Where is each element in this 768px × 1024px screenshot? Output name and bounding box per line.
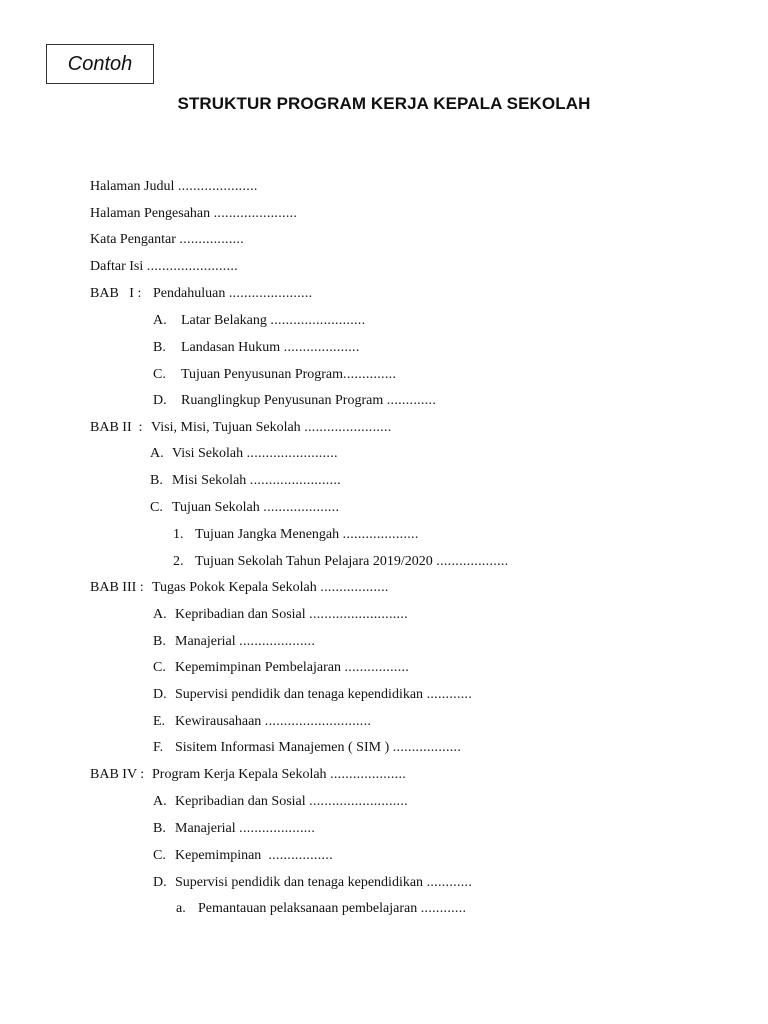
toc-row-marker: B. — [150, 473, 163, 488]
toc-row-text: Halaman Pengesahan — [90, 206, 211, 221]
toc-row-dots: ............ — [420, 901, 467, 916]
toc-row-text: Kepemimpinan Pembelajaran — [175, 660, 341, 675]
toc-row-text: Kepribadian dan Sosial — [175, 794, 306, 809]
toc-row-text: Landasan Hukum — [181, 340, 281, 355]
toc-row-marker: A. — [153, 794, 167, 809]
toc-row-dots: .................... — [239, 821, 316, 836]
toc-row-dots: ........................ — [249, 473, 341, 488]
toc-row-dots: ..................... — [177, 179, 258, 194]
toc-row-dots: ............. — [386, 393, 437, 408]
toc-row-text: Kata Pengantar — [90, 232, 176, 247]
toc-row-dots: ............ — [426, 687, 473, 702]
toc-row-text: Tujuan Penyusunan Program — [181, 367, 344, 382]
toc-row-text: Ruanglingkup Penyusunan Program — [181, 393, 384, 408]
toc-row-marker: BAB IV : — [90, 767, 145, 782]
toc-row-dots: .............. — [343, 367, 397, 382]
contoh-label: Contoh — [67, 52, 133, 75]
toc-row-dots: .................... — [342, 527, 419, 542]
toc-row-marker: F. — [153, 740, 164, 755]
toc-row-dots: .................... — [239, 634, 316, 649]
toc-row-text: Sisitem Informasi Manajemen ( SIM ) — [175, 740, 390, 755]
toc-row-dots: .................... — [330, 767, 407, 782]
toc-row-text: Pemantauan pelaksanaan pembelajaran — [198, 901, 418, 916]
toc-row-marker: D. — [153, 393, 167, 408]
toc-row-dots: .................... — [283, 340, 360, 355]
toc-row-text: Tujuan Jangka Menengah — [195, 527, 340, 542]
toc-row-marker: BAB I : — [90, 286, 142, 301]
toc-row-text: Supervisi pendidik dan tenaga kependidikan — [175, 875, 424, 890]
toc-row-dots: ................... — [436, 554, 509, 569]
toc-row-marker: C. — [153, 367, 166, 382]
toc-row-marker: D. — [153, 875, 167, 890]
toc-row-marker: C. — [150, 500, 163, 515]
toc-row-text: Tujuan Sekolah — [172, 500, 260, 515]
toc-row-dots: .................. — [320, 580, 389, 595]
toc-row-dots: ...................... — [213, 206, 298, 221]
toc-row-dots: ......................... — [270, 313, 366, 328]
toc-row-text: Manajerial — [175, 821, 236, 836]
toc-row-dots: ................. — [344, 660, 410, 675]
toc-row-dots: ...................... — [228, 286, 313, 301]
toc-row-text: Daftar Isi — [90, 259, 144, 274]
toc-row-dots: .......................... — [309, 607, 408, 622]
toc-row-text: Program Kerja Kepala Sekolah — [152, 767, 327, 782]
toc-row-text: Supervisi pendidik dan tenaga kependidikan — [175, 687, 424, 702]
toc-row-marker: A. — [153, 607, 167, 622]
toc-row-dots: ........................ — [146, 259, 238, 274]
toc-row-dots: .......................... — [309, 794, 408, 809]
toc-row-marker: B. — [153, 634, 166, 649]
toc-row-marker: a. — [176, 901, 186, 916]
toc-row-dots: ............ — [426, 875, 473, 890]
toc-row-text: Kepemimpinan — [175, 848, 265, 863]
toc-row-marker: D. — [153, 687, 167, 702]
toc-row-dots: ................. — [268, 848, 333, 863]
toc-row-dots: ........................ — [246, 446, 338, 461]
toc-row-marker: BAB III : — [90, 580, 144, 595]
toc-row-marker: A. — [153, 313, 167, 328]
toc-row-text: Manajerial — [175, 634, 236, 649]
toc-row-text: Latar Belakang — [181, 313, 267, 328]
toc-row-text: Visi, Misi, Tujuan Sekolah — [151, 420, 301, 435]
toc-row-marker: C. — [153, 848, 166, 863]
toc-row-text: Pendahuluan — [153, 286, 226, 301]
toc-row-text: Visi Sekolah — [172, 446, 244, 461]
toc-row-text: Kewirausahaan — [175, 714, 262, 729]
toc-row-text: Kepribadian dan Sosial — [175, 607, 306, 622]
toc-row-dots: .................. — [392, 740, 462, 755]
toc-row-text: Halaman Judul — [90, 179, 175, 194]
toc-row-marker: E. — [153, 714, 166, 729]
toc-row-marker: 1. — [173, 527, 184, 542]
toc-row-dots: ................. — [179, 232, 245, 247]
contoh-label-box — [46, 44, 154, 84]
toc-row-marker: B. — [153, 340, 166, 355]
toc-row-dots: .................... — [263, 500, 340, 515]
toc-row-marker: A. — [150, 446, 164, 461]
toc-row-dots: ....................... — [304, 420, 392, 435]
toc-row-text: Tugas Pokok Kepala Sekolah — [152, 580, 317, 595]
toc-row-marker: BAB II : — [90, 420, 143, 435]
document-title: STRUKTUR PROGRAM KERJA KEPALA SEKOLAH — [177, 94, 591, 113]
toc-row-dots: ............................ — [264, 714, 372, 729]
toc-row-text: Misi Sekolah — [172, 473, 247, 488]
toc-row-marker: C. — [153, 660, 166, 675]
toc-row-text: Tujuan Sekolah Tahun Pelajara 2019/2020 — [195, 554, 433, 569]
toc-row-marker: B. — [153, 821, 166, 836]
toc-row-marker: 2. — [173, 554, 184, 569]
